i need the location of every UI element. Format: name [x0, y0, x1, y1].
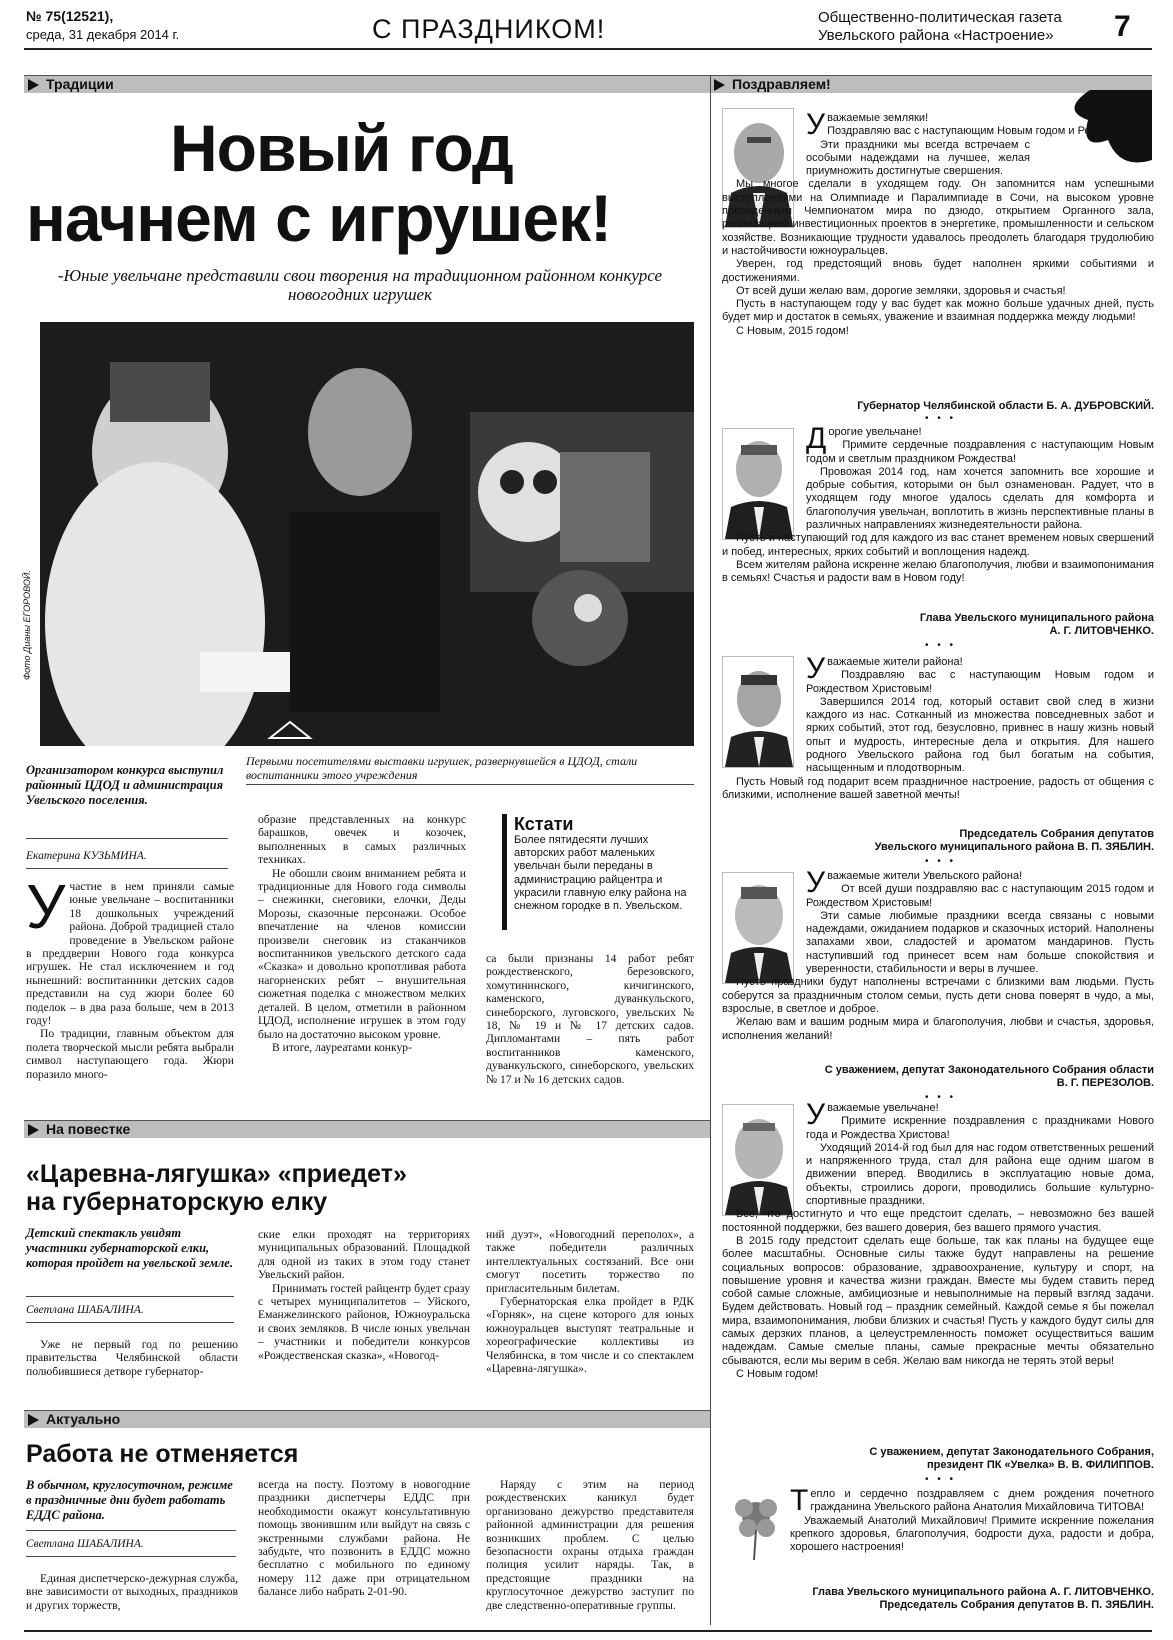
actual-author: Светлана ШАБАЛИНА.	[26, 1538, 144, 1550]
greeting-4: Уважаемые жители Увельского района! От всей души поздравляю вас с наступающим 2015 годом и Рождеством Христовым! Эти самые любимые праздники всегда связаны с новыми надеждами, ожиданием подарков и сказочных историй. Наполнены запахами хвои, сладостей и ароматом мандаринов. Пусть наступивший год принесет всем нам больше спокойствия и уверенности, стабильности и веры в лучшее. Пусть праздники будут наполнены встречами с близкими вам людьми. Пусть соберутся за праздничным столом семьи, пусть дети снова поверят в чудо, а мы, взрослые, в светлое и доброе. Желаю вам и вашим родным мира и благополучия, любви и счастья, здоровья, исполнения желаний!	[722, 866, 1154, 1042]
signature-litovchenko: Глава Увельского муниципального района А. Г. ЛИТОВЧЕНКО.	[919, 612, 1154, 637]
kstati-title: Кстати	[514, 814, 574, 834]
section-bar-agenda: На повестке	[24, 1120, 710, 1138]
photo-caption: Первыми посетителями выставки игрушек, развернувшейся в ЦДОД, стали воспитанники этого учреждения	[246, 754, 638, 782]
signature-perezolov: С уважением, депутат Законодательного Собрания области В. Г. ПЕРЕЗОЛОВ.	[824, 1064, 1154, 1089]
toy-exhibition-photo	[40, 322, 694, 746]
traditions-dropcap: У	[26, 873, 66, 942]
footer-rule	[24, 1630, 1152, 1632]
traditions-col1: Участие в нем приняли самые юные увельчане – воспитанники 18 дошкольных учреждений района. Доброй традицией стало проведение в Увельском районе в преддверии Нового года конкурса игрушек. Не стал исключением и год нынешний: воспитанники детских садов представили на суд жюри более 60 поделок – в два раза больше, чем в 2013 году! По традиции, главным объектом для полета творческой мысли ребята выбрали символ наступающего года. Жюри поразило много-	[26, 873, 234, 1081]
agenda-col1: Уже не первый год по решению правительства Челябинской области полюбившиеся детворе губернатор-	[26, 1338, 238, 1378]
actual-lead: В обычном, круглосуточном, режиме в праздничные дни будет работать ЕДДС района.	[26, 1478, 233, 1522]
signature-final: Глава Увельского муниципального района А. Г. ЛИТОВЧЕНКО. Председатель Собрания депутатов В. П. ЗЯБЛИН.	[812, 1586, 1154, 1611]
issue-number: № 75(12521),	[26, 8, 114, 24]
kstati-text: Более пятидесяти лучших авторских работ маленьких увельчан были переданы в администрацию райцентра и украсили главную елку района на снежном городке в п. Увельском.	[514, 834, 687, 913]
greeting-3: Уважаемые жители района! Поздравляю вас с наступающим Новым годом и Рождеством Христовым! Завершился 2014 год, который оставит свой след в жизни каждого из нас. Сотканный из множества повседневных забот и ярких событий, этот год, безусловно, привнес в нашу жизнь новый опыт и мудрость, интересные дела и открытия. Для нашего родного Увельского района год был богатым на события, насыщенным и плодотворным. Пусть Новый год подарит всем праздничное настроение, радость от общения с близкими, исполнение вашей заветной мечты!	[722, 652, 1154, 801]
actual-headline: Работа не отменяется	[26, 1440, 299, 1468]
agenda-headline-2: на губернаторскую елку	[26, 1188, 328, 1216]
section-bar-traditions: Традиции	[24, 75, 714, 93]
traditions-subhead: -Юные увельчане представили свои творения на традиционном районном конкурсе новогодних игрушек	[57, 266, 663, 304]
banner-title: С ПРАЗДНИКОМ!	[372, 14, 606, 44]
separator-dots-4: • • •	[925, 1092, 957, 1103]
caption-rule	[246, 784, 694, 785]
greeting-2: Дорогие увельчане! Примите сердечные поздравления с наступающим Новым годом и светлым праздником Рождества! Провожая 2014 год, нам хочется запомнить все хорошие и добрые события, которыми он был ознаменован. Радует, что в уходящем году многое удалось сделать для комфорта и благополучия увельчан, воплотить в жизнь перспективные планы в различных направлениях жизнедеятельности района. Пусть и наступающий год для каждого из вас станет временем новых свершений и побед, интересных, ярких событий и воплощения надежд. Всем жителям района искренне желаю благополучия, любви и взаимопонимания в семьях! Счастья и радости вам в Новом году!	[722, 422, 1154, 585]
actual-author-rule	[26, 1556, 236, 1557]
greeting-6: Тепло и сердечно поздравляем с днем рождения почетного гражданина Увельского района Анатолия Михайловича ТИТОВА! Уважаемый Анатолий Михайлович! Примите искренние пожелания крепкого здоровья, благополучия, бодрости духа, радости и добра, хорошего настроения!	[790, 1484, 1154, 1554]
agenda-col2: ские елки проходят на территориях муниципальных образований. Площадкой для одной из таких в этом году станет Увельский район. Принимать гостей райцентр будет сразу с четырех муниципалитетов – Уйского, Еманжелинского районов, Южноуральска и своих земляков. В числе юных увельчан – участники и победители конкурсов «Рождественская сказка», «Новогод-	[258, 1228, 470, 1362]
signature-zyablin: Председатель Собрания депутатов Увельского муниципального района В. П. ЗЯБЛИН.	[874, 828, 1154, 853]
separator-dots-1: • • •	[925, 413, 957, 424]
section-bar-actual: Актуально	[24, 1410, 710, 1428]
lead-rule	[26, 838, 228, 839]
agenda-lead: Детский спектакль увидят участники губернаторской елки, которая пройдет на увельской земле.	[26, 1226, 233, 1270]
paper-title-line2: Увельского района «Настроение»	[818, 27, 1054, 44]
kstati-box	[514, 814, 690, 913]
greeting-1: Уважаемые земляки! Поздравляю вас с наступающим Новым годом и Рождеством! Эти праздники мы всегда встречаем с особыми надеждами на лучшее, желая приумножить достигнутые свершения. Мы многое сделали в уходящем году. Он запомнится нам успешными выступлениями на Олимпиаде и Паралимпиаде в Сочи, на высоком уровне проведенным Чемпионатом мира по дзюдо, открытием Органного зала, реализацией инвестиционных проектов в энергетике, промышленности и сельском хозяйстве. Возникающие трудности удавалось преодолеть благодаря трудолюбию и настойчивости южноуральцев. Уверен, год предстоящий вновь будет наполнен яркими событиями и достижениями. От всей души желаю вам, дорогие земляки, здоровья и счастья! Пусть в наступающем году у вас будет как можно больше удачных дней, пусть будет мир и достаток в семьях, уважение и взаимная поддержка между людьми! С Новым, 2015 годом!	[722, 108, 1154, 337]
paper-title-line1: Общественно-политическая газета	[818, 9, 1062, 26]
greeting-5: Уважаемые увельчане! Примите искренние поздравления с праздниками Нового года и Рождества Христова! Уходящий 2014-й год был для нас годом ответственных решений и напряженного труда, стал для района еще одним шагом в движении вперед. Вводились в эксплуатацию новые дома, объекты, строились дороги, проводились большие культурно-спортивные праздники. Все, что достигнуто и что еще предстоит сделать, – невозможно без вашей постоянной поддержки, без вашего доверия, без вашего прямого участия. В 2015 году предстоит сделать еще больше, так как планы на будущее еще более масштабны. Основные силы также будут направлены на решение социальных вопросов: образование, здравоохранение, культуру и спорт, на повышение уровня и качества жизни граждан. Вместе мы будем ставить перед собой самые сложные, амбициозные и невыполнимые на первый взгляд задачи. Будем действовать. Новый год – праздник семейный. Каждой семье я бы пожелал мира, взаимопонимания, любви близких и счастья! Пусть у каждого будут силы для самых дерзких планов, а целеустремленность поможет осуществиться вашим надеждам. Самые смелые планы, самые прекрасные мечты обязательно сбываются, если мы верим в себя. Желаю вам никогда не терять этой веры! С Новым годом!	[722, 1098, 1154, 1380]
traditions-col3: са были признаны 14 работ ребят рождественского, березовского, хомутининского, кичигинского, каменского, дуванкульского, синеборского, луговского, увельских № 18, № 19 и № 17 детских садов. Дипломантами – пять работ воспитанников каменского, дуванкульского, синеборского, увельских № 17 и № 16 детских садов.	[486, 952, 694, 1086]
signature-dubrovsky: Губернатор Челябинской области Б. А. ДУБРОВСКИЙ.	[857, 400, 1154, 412]
signature-filippov: С уважением, депутат Законодательного Собрания, президент ПК «Увелка» В. В. ФИЛИППОВ.	[869, 1446, 1154, 1471]
agenda-author: Светлана ШАБАЛИНА.	[26, 1304, 144, 1316]
issue-date: среда, 31 декабря 2014 г.	[26, 27, 180, 42]
traditions-lead: Организатором конкурса выступил районный ЦДОД и администрация Увельского поселения.	[26, 763, 224, 807]
photo-credit: Фото Дианы ЕГОРОВОЙ.	[22, 570, 32, 680]
agenda-col3: ний дуэт», «Новогодний переполох», а также победители различных интеллектуальных состязаний. Все они смогут посетить торжество по пригласительным билетам. Губернаторская елка пройдет в РДК «Горняк», на сцене которого для юных южноуральцев выступят театральные и хореографические коллективы из Челябинска, в том числе и со спектаклем «Царевна-лягушка».	[486, 1228, 694, 1376]
actual-col1: Единая диспетчерско-дежурная служба, вне зависимости от выходных, праздников и других торжеств,	[26, 1572, 238, 1612]
section-bar-congrats: Поздравляем!	[710, 75, 1152, 93]
page-number: 7	[1114, 10, 1131, 43]
traditions-headline-1: Новый год	[170, 111, 513, 185]
traditions-author: Екатерина КУЗЬМИНА.	[26, 850, 147, 862]
author-rule	[26, 868, 228, 869]
flower-decoration	[726, 1490, 786, 1560]
actual-lead-rule	[26, 1530, 236, 1531]
separator-dots-2: • • •	[925, 640, 957, 651]
agenda-headline-1: «Царевна-лягушка» «приедет»	[26, 1160, 407, 1188]
header-rule	[24, 48, 1152, 50]
agenda-lead-rule	[26, 1296, 234, 1297]
actual-col2: всегда на посту. Поэтому в новогодние праздники диспетчеры ЕДДС при необходимости окажут консультативную помощь звонившим или выйдут на связь с экстренными службами района. Не забудьте, что позвонить в ЕДДС можно бесплатно с мобильного по единому номеру 112 даже при отрицательном балансе либо набрать 2-01-90.	[258, 1478, 470, 1599]
column-divider	[710, 75, 711, 1625]
agenda-author-rule	[26, 1322, 234, 1323]
actual-col3: Наряду с этим на период рождественских каникул будет организовано дежурство представителя районной администрации для решения возникших проблем. С целью безопасности охраны отдыха граждан полиция усилит наряды. Так, в предстоящие праздники на круглосуточное дежурство заступит по две следственно-оперативные группы.	[486, 1478, 694, 1612]
traditions-col2: образие представленных на конкурс барашков, овечек и козочек, выполненных в самых различных техниках. Не обошли своим вниманием ребята и традиционные для Нового года символы – снежинки, снеговики, елочки, Деды Морозы, сказочные персонажи. Особое впечатление на членов комиссии произвели снеговик из стаканчиков воспитанников увельского детского сада «Сказка» и довольно кропотливая работа нагорненских ребят – внушительная сюжетная поделка с множеством мелких деталей. В целом, отметили в районном ЦДОД, исполнение игрушек в этом году было на достаточно высоком уровне. В итоге, лауреатами конкур-	[258, 813, 466, 1054]
separator-dots-3: • • •	[925, 856, 957, 867]
traditions-headline-2: начнем с игрушек!	[26, 181, 612, 255]
kstati-rule	[502, 814, 507, 930]
separator-dots-5: • • •	[925, 1474, 957, 1485]
